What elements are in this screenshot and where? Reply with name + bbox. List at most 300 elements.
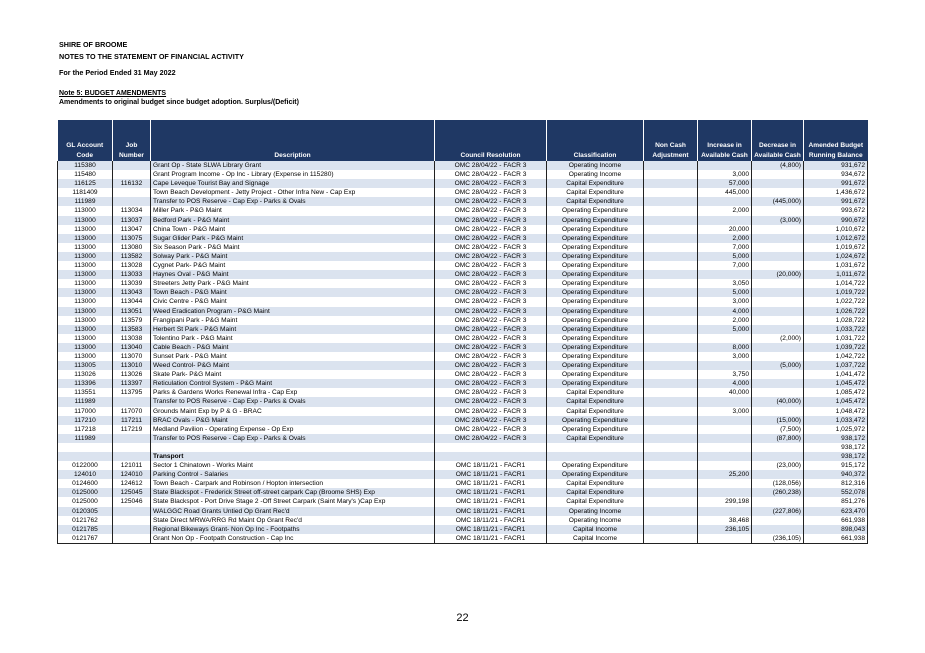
cell-decrease	[752, 179, 804, 188]
note-title: Note 5: BUDGET AMENDMENTS	[59, 90, 167, 97]
cell-increase: 3,050	[698, 279, 752, 288]
cell-gl-account: 113000	[58, 261, 113, 270]
cell-balance: 1,045,472	[804, 379, 868, 388]
cell-description: Town Beach - P&G Maint	[151, 288, 435, 297]
cell-description: Cape Leveque Tourist Bay and Signage	[151, 179, 435, 188]
cell-balance: 1,031,722	[804, 334, 868, 343]
cell-council-resolution: OMC 28/04/22 - FACR 3	[435, 270, 547, 279]
cell-non-cash	[644, 334, 698, 343]
table-row	[58, 261, 868, 270]
cell-classification: Operating Income	[547, 170, 644, 179]
cell-non-cash	[644, 307, 698, 316]
cell-classification: Capital Income	[547, 525, 644, 534]
cell-classification: Capital Expenditure	[547, 197, 644, 206]
cell-increase: 2,000	[698, 316, 752, 325]
cell-gl-account: 113000	[58, 288, 113, 297]
cell-gl-account	[58, 452, 113, 461]
cell-balance: 1,019,672	[804, 243, 868, 252]
cell-increase	[698, 270, 752, 279]
cell-decrease	[752, 225, 804, 234]
cell-decrease: (4,800)	[752, 161, 804, 170]
cell-increase: 3,000	[698, 297, 752, 306]
cell-non-cash	[644, 170, 698, 179]
cell-increase: 2,000	[698, 234, 752, 243]
cell-non-cash	[644, 288, 698, 297]
cell-balance: 1,011,672	[804, 270, 868, 279]
cell-description: Parking Control - Salaries	[151, 470, 435, 479]
cell-balance: 1,024,672	[804, 252, 868, 261]
cell-gl-account: 111989	[58, 197, 113, 206]
cell-increase	[698, 361, 752, 370]
cell-balance: 1,039,722	[804, 343, 868, 352]
cell-job-number: 113010	[113, 361, 151, 370]
cell-decrease	[752, 261, 804, 270]
cell-description: Grounds Maint Exp by P & G - BRAC	[151, 407, 435, 416]
table-row	[58, 279, 868, 288]
cell-non-cash	[644, 243, 698, 252]
cell-job-number	[113, 170, 151, 179]
cell-gl-account: 0125000	[58, 488, 113, 497]
cell-balance: 1,014,722	[804, 279, 868, 288]
cell-increase	[698, 434, 752, 443]
cell-decrease	[752, 297, 804, 306]
cell-job-number: 113026	[113, 370, 151, 379]
cell-increase	[698, 452, 752, 461]
cell-description: State Blackspot - Frederick Street off-street carpark Cap (Broome SHS) Exp	[151, 488, 435, 497]
cell-council-resolution: OMC 28/04/22 - FACR 3	[435, 334, 547, 343]
cell-non-cash	[644, 325, 698, 334]
cell-non-cash	[644, 407, 698, 416]
cell-classification: Operating Expenditure	[547, 334, 644, 343]
cell-description: State Direct MRWA/RRG Rd Maint Op Grant Rec'd	[151, 516, 435, 525]
col-council-resolution: Council Resolution	[435, 120, 547, 161]
cell-decrease: (227,806)	[752, 507, 804, 516]
table-row	[58, 297, 868, 306]
cell-council-resolution: OMC 18/11/21 - FACR1	[435, 507, 547, 516]
cell-job-number: 124612	[113, 479, 151, 488]
cell-non-cash	[644, 534, 698, 544]
cell-increase	[698, 443, 752, 452]
cell-balance: 1,085,472	[804, 388, 868, 397]
cell-council-resolution: OMC 28/04/22 - FACR 3	[435, 225, 547, 234]
table-row	[58, 479, 868, 488]
cell-decrease: (128,056)	[752, 479, 804, 488]
report-subtitle: NOTES TO THE STATEMENT OF FINANCIAL ACTIVITY	[59, 52, 244, 61]
cell-increase: 4,000	[698, 307, 752, 316]
cell-non-cash	[644, 297, 698, 306]
cell-classification: Operating Expenditure	[547, 425, 644, 434]
cell-description: Streeters Jetty Park - P&G Maint	[151, 279, 435, 288]
cell-description: Bedford Park - P&G Maint	[151, 216, 435, 225]
note-description: Amendments to original budget since budget adoption. Surplus/(Deficit)	[59, 99, 299, 106]
cell-classification: Operating Expenditure	[547, 461, 644, 470]
cell-balance: 661,938	[804, 516, 868, 525]
table-row	[58, 206, 868, 215]
cell-increase	[698, 334, 752, 343]
cell-decrease: (15,000)	[752, 416, 804, 425]
cell-non-cash	[644, 252, 698, 261]
cell-non-cash	[644, 425, 698, 434]
cell-description: Town Beach Development - Jetty Project - Other Infra New - Cap Exp	[151, 188, 435, 197]
cell-classification: Operating Expenditure	[547, 325, 644, 334]
table-row	[58, 188, 868, 197]
cell-description	[151, 443, 435, 452]
cell-description: Town Beach - Carpark and Robinson / Hopton intersection	[151, 479, 435, 488]
cell-increase: 3,750	[698, 370, 752, 379]
cell-council-resolution: OMC 28/04/22 - FACR 3	[435, 397, 547, 406]
col-decrease-cash: Decrease in Available Cash	[752, 120, 804, 161]
cell-gl-account: 113000	[58, 352, 113, 361]
cell-increase: 40,000	[698, 388, 752, 397]
cell-decrease: (236,105)	[752, 534, 804, 544]
cell-increase	[698, 488, 752, 497]
cell-decrease	[752, 206, 804, 215]
cell-increase: 25,200	[698, 470, 752, 479]
cell-decrease	[752, 452, 804, 461]
cell-non-cash	[644, 370, 698, 379]
cell-council-resolution	[435, 443, 547, 452]
cell-gl-account: 111989	[58, 434, 113, 443]
cell-description: Grant Op - State SLWA Library Grant	[151, 161, 435, 170]
cell-increase: 236,105	[698, 525, 752, 534]
cell-classification: Capital Expenditure	[547, 188, 644, 197]
cell-gl-account: 113000	[58, 279, 113, 288]
cell-decrease: (7,500)	[752, 425, 804, 434]
cell-non-cash	[644, 179, 698, 188]
cell-decrease: (260,238)	[752, 488, 804, 497]
cell-council-resolution: OMC 28/04/22 - FACR 3	[435, 197, 547, 206]
cell-description: Miller Park - P&G Maint	[151, 206, 435, 215]
cell-description: Sector 1 Chinatown - Works Maint	[151, 461, 435, 470]
cell-decrease	[752, 170, 804, 179]
cell-gl-account: 0124600	[58, 479, 113, 488]
cell-decrease	[752, 343, 804, 352]
cell-description: Cable Beach - P&G Maint	[151, 343, 435, 352]
cell-non-cash	[644, 525, 698, 534]
cell-description: Weed Control- P&G Maint	[151, 361, 435, 370]
cell-job-number: 113047	[113, 225, 151, 234]
cell-decrease: (445,000)	[752, 197, 804, 206]
cell-decrease	[752, 307, 804, 316]
cell-classification: Operating Expenditure	[547, 379, 644, 388]
cell-decrease: (23,000)	[752, 461, 804, 470]
table-row	[58, 397, 868, 406]
table-row	[58, 352, 868, 361]
cell-job-number: 113579	[113, 316, 151, 325]
table-row	[58, 388, 868, 397]
col-job-number: Job Number	[113, 120, 151, 161]
cell-description: Tolentino Park - P&G Maint	[151, 334, 435, 343]
cell-description: Weed Eradication Program - P&G Maint	[151, 307, 435, 316]
cell-gl-account: 113000	[58, 225, 113, 234]
cell-non-cash	[644, 416, 698, 425]
cell-decrease	[752, 243, 804, 252]
cell-council-resolution: OMC 18/11/21 - FACR1	[435, 525, 547, 534]
cell-gl-account: 113026	[58, 370, 113, 379]
cell-description: Haynes Oval - P&G Maint	[151, 270, 435, 279]
cell-job-number	[113, 534, 151, 544]
table-row	[58, 488, 868, 497]
table-row	[58, 161, 868, 170]
cell-classification: Capital Expenditure	[547, 479, 644, 488]
cell-balance: 552,078	[804, 488, 868, 497]
cell-decrease: (87,800)	[752, 434, 804, 443]
cell-decrease	[752, 497, 804, 506]
cell-job-number: 121011	[113, 461, 151, 470]
cell-balance: 1,019,722	[804, 288, 868, 297]
cell-gl-account: 113396	[58, 379, 113, 388]
cell-job-number	[113, 525, 151, 534]
cell-gl-account: 0120305	[58, 507, 113, 516]
cell-balance: 940,372	[804, 470, 868, 479]
cell-balance: 938,172	[804, 452, 868, 461]
cell-gl-account: 113000	[58, 252, 113, 261]
cell-classification: Operating Expenditure	[547, 316, 644, 325]
cell-decrease	[752, 379, 804, 388]
cell-balance: 938,172	[804, 434, 868, 443]
cell-gl-account: 115480	[58, 170, 113, 179]
cell-council-resolution: OMC 28/04/22 - FACR 3	[435, 361, 547, 370]
cell-balance: 661,938	[804, 534, 868, 544]
cell-job-number: 113028	[113, 261, 151, 270]
cell-increase: 3,000	[698, 407, 752, 416]
cell-balance: 990,672	[804, 216, 868, 225]
cell-balance: 1,042,722	[804, 352, 868, 361]
cell-council-resolution: OMC 28/04/22 - FACR 3	[435, 352, 547, 361]
cell-decrease	[752, 325, 804, 334]
table-row	[58, 197, 868, 206]
table-row	[58, 443, 868, 452]
cell-increase: 2,000	[698, 206, 752, 215]
table-row	[58, 316, 868, 325]
cell-job-number	[113, 161, 151, 170]
cell-classification: Operating Expenditure	[547, 279, 644, 288]
cell-balance: 898,043	[804, 525, 868, 534]
cell-job-number: 113033	[113, 270, 151, 279]
cell-job-number	[113, 397, 151, 406]
cell-description: Transport	[151, 452, 435, 461]
cell-council-resolution: OMC 18/11/21 - FACR1	[435, 479, 547, 488]
cell-job-number	[113, 443, 151, 452]
cell-classification: Capital Expenditure	[547, 497, 644, 506]
cell-description: Regional Bikeways Grant- Non Op Inc - Footpaths	[151, 525, 435, 534]
cell-non-cash	[644, 452, 698, 461]
cell-classification: Operating Expenditure	[547, 370, 644, 379]
table-row	[58, 361, 868, 370]
cell-non-cash	[644, 507, 698, 516]
cell-non-cash	[644, 216, 698, 225]
cell-decrease: (5,000)	[752, 361, 804, 370]
cell-description: BRAC Ovals - P&G Maint	[151, 416, 435, 425]
cell-balance: 1,041,472	[804, 370, 868, 379]
cell-balance: 1,048,472	[804, 407, 868, 416]
cell-classification: Operating Expenditure	[547, 225, 644, 234]
cell-gl-account: 0121762	[58, 516, 113, 525]
cell-gl-account: 113000	[58, 270, 113, 279]
table-row	[58, 325, 868, 334]
cell-gl-account: 113005	[58, 361, 113, 370]
cell-increase: 8,000	[698, 343, 752, 352]
table-row	[58, 343, 868, 352]
cell-council-resolution: OMC 28/04/22 - FACR 3	[435, 434, 547, 443]
cell-job-number: 125045	[113, 488, 151, 497]
cell-increase	[698, 197, 752, 206]
cell-increase: 38,468	[698, 516, 752, 525]
cell-job-number: 113583	[113, 325, 151, 334]
table-row	[58, 534, 868, 544]
cell-gl-account: 117210	[58, 416, 113, 425]
cell-non-cash	[644, 352, 698, 361]
cell-council-resolution: OMC 18/11/21 - FACR1	[435, 461, 547, 470]
cell-balance: 1,028,722	[804, 316, 868, 325]
table-row	[58, 407, 868, 416]
table-row	[58, 425, 868, 434]
cell-job-number: 113795	[113, 388, 151, 397]
cell-description: Parks & Gardens Works Renewal Infra - Cap Exp	[151, 388, 435, 397]
cell-classification: Operating Income	[547, 516, 644, 525]
cell-non-cash	[644, 343, 698, 352]
cell-council-resolution: OMC 28/04/22 - FACR 3	[435, 416, 547, 425]
cell-job-number: 113397	[113, 379, 151, 388]
table-row	[58, 416, 868, 425]
table-row	[58, 216, 868, 225]
cell-balance: 1,026,722	[804, 307, 868, 316]
cell-non-cash	[644, 479, 698, 488]
cell-description: Medland Pavilion - Operating Expense - Op Exp	[151, 425, 435, 434]
cell-council-resolution: OMC 18/11/21 - FACR1	[435, 488, 547, 497]
cell-job-number	[113, 507, 151, 516]
cell-balance: 993,672	[804, 206, 868, 215]
cell-increase	[698, 397, 752, 406]
cell-balance: 1,033,722	[804, 325, 868, 334]
cell-decrease: (20,000)	[752, 270, 804, 279]
cell-gl-account: 113000	[58, 297, 113, 306]
cell-job-number	[113, 516, 151, 525]
cell-council-resolution: OMC 28/04/22 - FACR 3	[435, 407, 547, 416]
cell-decrease	[752, 525, 804, 534]
cell-job-number: 124010	[113, 470, 151, 479]
table-row	[58, 170, 868, 179]
cell-non-cash	[644, 516, 698, 525]
cell-increase: 299,198	[698, 497, 752, 506]
table-row	[58, 370, 868, 379]
cell-increase	[698, 461, 752, 470]
cell-council-resolution: OMC 28/04/22 - FACR 3	[435, 316, 547, 325]
cell-council-resolution: OMC 28/04/22 - FACR 3	[435, 188, 547, 197]
cell-council-resolution: OMC 28/04/22 - FACR 3	[435, 288, 547, 297]
cell-classification: Operating Expenditure	[547, 288, 644, 297]
cell-non-cash	[644, 379, 698, 388]
cell-decrease: (3,000)	[752, 216, 804, 225]
cell-gl-account: 113000	[58, 234, 113, 243]
cell-decrease	[752, 234, 804, 243]
cell-decrease	[752, 288, 804, 297]
cell-balance: 991,672	[804, 179, 868, 188]
cell-council-resolution: OMC 28/04/22 - FACR 3	[435, 234, 547, 243]
cell-balance: 1,012,672	[804, 234, 868, 243]
cell-job-number: 113037	[113, 216, 151, 225]
cell-balance: 1,022,722	[804, 297, 868, 306]
cell-classification: Capital Expenditure	[547, 388, 644, 397]
cell-non-cash	[644, 206, 698, 215]
cell-classification: Operating Expenditure	[547, 343, 644, 352]
cell-classification: Operating Expenditure	[547, 361, 644, 370]
cell-non-cash	[644, 470, 698, 479]
col-classification: Classification	[547, 120, 644, 161]
cell-classification: Capital Expenditure	[547, 397, 644, 406]
cell-non-cash	[644, 497, 698, 506]
cell-decrease	[752, 516, 804, 525]
cell-council-resolution: OMC 28/04/22 - FACR 3	[435, 343, 547, 352]
table-row	[58, 516, 868, 525]
cell-gl-account: 117218	[58, 425, 113, 434]
cell-job-number	[113, 188, 151, 197]
cell-description: Grant Non Op - Footpath Construction - Cap Inc	[151, 534, 435, 544]
cell-council-resolution: OMC 18/11/21 - FACR1	[435, 470, 547, 479]
cell-description: Sugar Glider Park - P&G Maint	[151, 234, 435, 243]
table-header-row	[58, 120, 868, 161]
cell-gl-account: 0121785	[58, 525, 113, 534]
cell-description: Frangipani Park - P&G Maint	[151, 316, 435, 325]
cell-council-resolution: OMC 18/11/21 - FACR1	[435, 516, 547, 525]
cell-council-resolution: OMC 28/04/22 - FACR 3	[435, 370, 547, 379]
cell-council-resolution: OMC 28/04/22 - FACR 3	[435, 379, 547, 388]
cell-increase: 20,000	[698, 225, 752, 234]
table-row	[58, 179, 868, 188]
cell-gl-account: 113000	[58, 334, 113, 343]
cell-description: WALGGC Road Grants Untied Op Grant Rec'd	[151, 507, 435, 516]
table-row	[58, 225, 868, 234]
cell-job-number: 113043	[113, 288, 151, 297]
cell-council-resolution: OMC 28/04/22 - FACR 3	[435, 388, 547, 397]
cell-description: Reticulation Control System - P&G Maint	[151, 379, 435, 388]
table-row	[58, 270, 868, 279]
cell-classification: Operating Expenditure	[547, 270, 644, 279]
table-row	[58, 234, 868, 243]
cell-balance: 934,672	[804, 170, 868, 179]
cell-classification: Operating Expenditure	[547, 252, 644, 261]
cell-job-number: 125046	[113, 497, 151, 506]
table-row	[58, 252, 868, 261]
cell-gl-account: 116125	[58, 179, 113, 188]
cell-non-cash	[644, 270, 698, 279]
cell-decrease	[752, 370, 804, 379]
table-row	[58, 379, 868, 388]
cell-non-cash	[644, 461, 698, 470]
cell-description: Grant Program Income - Op Inc - Library (Expense in 115280)	[151, 170, 435, 179]
cell-description: Transfer to POS Reserve - Cap Exp - Parks & Ovals	[151, 434, 435, 443]
cell-non-cash	[644, 316, 698, 325]
cell-gl-account: 113000	[58, 343, 113, 352]
cell-classification: Operating Income	[547, 161, 644, 170]
cell-decrease	[752, 443, 804, 452]
cell-non-cash	[644, 443, 698, 452]
cell-decrease	[752, 470, 804, 479]
cell-increase	[698, 534, 752, 544]
cell-non-cash	[644, 197, 698, 206]
cell-classification: Operating Expenditure	[547, 206, 644, 215]
cell-council-resolution: OMC 28/04/22 - FACR 3	[435, 261, 547, 270]
cell-balance: 1,025,972	[804, 425, 868, 434]
cell-increase: 4,000	[698, 379, 752, 388]
cell-decrease	[752, 188, 804, 197]
cell-gl-account: 113000	[58, 216, 113, 225]
cell-gl-account: 113000	[58, 206, 113, 215]
cell-job-number: 117211	[113, 416, 151, 425]
cell-gl-account: 113000	[58, 316, 113, 325]
cell-increase: 5,000	[698, 288, 752, 297]
cell-balance: 931,672	[804, 161, 868, 170]
